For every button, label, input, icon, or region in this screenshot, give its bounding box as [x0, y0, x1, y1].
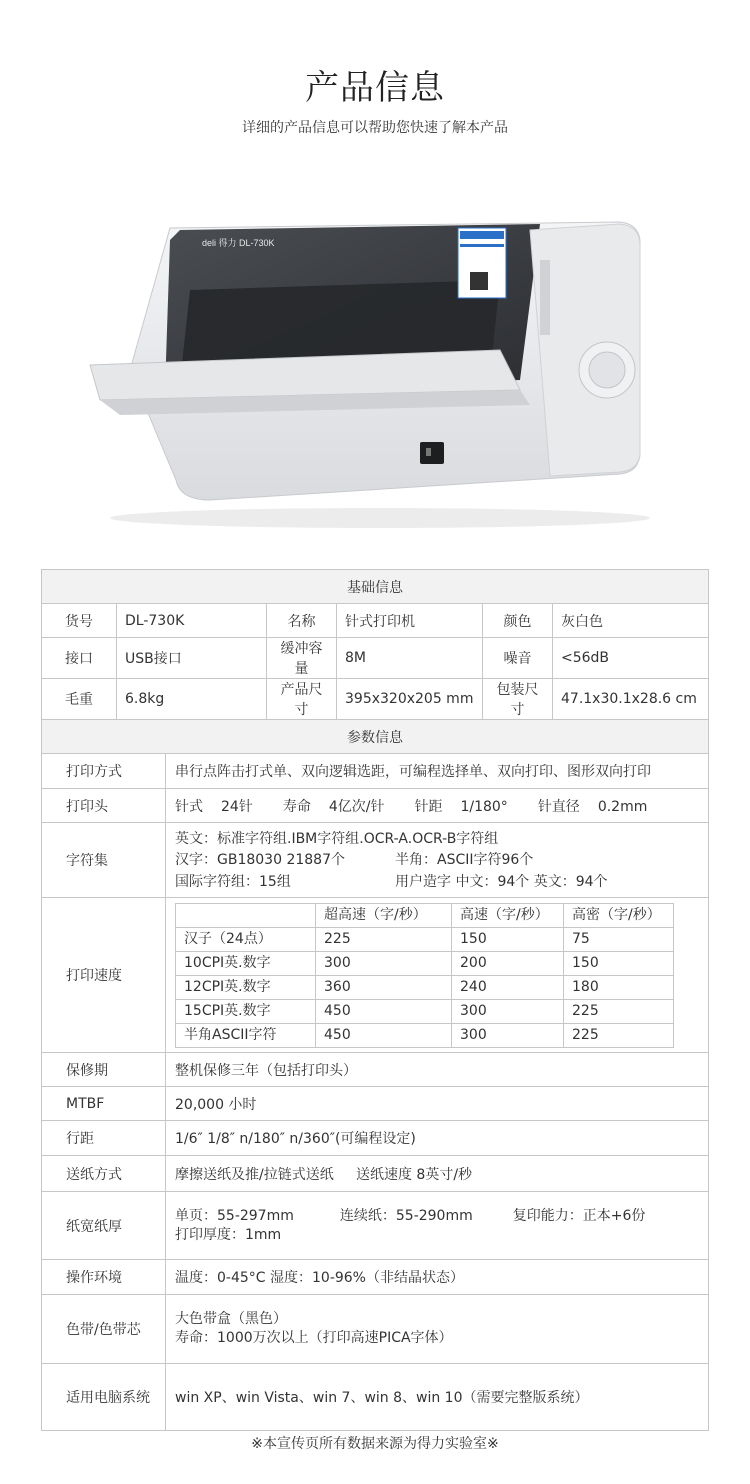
- param-row-warranty: [42, 1053, 709, 1087]
- speed-cell: 240: [452, 975, 564, 999]
- basic-value: USB接口: [117, 638, 267, 679]
- charset-item: 国际字符组：15组: [175, 874, 291, 890]
- param-row-charset: [42, 823, 709, 898]
- basic-value: 47.1x30.1x28.6 cm: [553, 679, 709, 720]
- speed-cell: 300: [452, 1023, 564, 1047]
- basic-info-header: 基础信息: [42, 570, 709, 604]
- print-head-item: 24针: [221, 798, 253, 815]
- param-label: 操作环境: [42, 1260, 166, 1295]
- speed-cell: 450: [316, 999, 452, 1023]
- basic-row: [42, 604, 709, 638]
- param-label: 打印头: [42, 789, 166, 823]
- paper-single: 单页：55-297mm: [175, 1207, 294, 1224]
- speed-header: [176, 903, 316, 927]
- basic-label: 毛重: [42, 679, 117, 720]
- param-label: 送纸方式: [42, 1156, 166, 1192]
- param-label: 色带/色带芯: [42, 1295, 166, 1364]
- basic-value: 395x320x205 mm: [337, 679, 483, 720]
- speed-cell: 汉子（24点）: [176, 927, 316, 951]
- speed-cell: 180: [564, 975, 674, 999]
- basic-label: 名称: [267, 604, 337, 638]
- spec-table: [41, 569, 709, 1431]
- basic-value: <56dB: [553, 638, 709, 679]
- charset-item: 半角：ASCII字符96个: [395, 852, 534, 868]
- param-value: [166, 789, 709, 823]
- speed-row: [176, 927, 674, 951]
- param-value: [166, 823, 709, 898]
- param-value: [166, 1295, 709, 1364]
- print-head-item: 4亿次/针: [328, 798, 385, 815]
- basic-value: 8M: [337, 638, 483, 679]
- basic-value: DL-730K: [117, 604, 267, 638]
- param-label: 纸宽纸厚: [42, 1192, 166, 1260]
- param-value: 摩擦送纸及推/拉链式送纸 送纸速度 8英寸/秒: [166, 1156, 709, 1192]
- paper-copy: 复印能力：正本+6份: [512, 1207, 646, 1224]
- speed-row: [176, 975, 674, 999]
- param-label: MTBF: [42, 1087, 166, 1121]
- param-row-paper-feed: [42, 1156, 709, 1192]
- speed-header: 超高速（字/秒）: [316, 903, 452, 927]
- param-row-print-head: [42, 789, 709, 823]
- param-value: 整机保修三年（包括打印头）: [166, 1053, 709, 1087]
- basic-label: 缓冲容量: [267, 638, 337, 679]
- param-label: 打印方式: [42, 754, 166, 789]
- basic-row: [42, 679, 709, 720]
- speed-cell: 300: [452, 999, 564, 1023]
- print-head-item: 0.2mm: [597, 798, 648, 815]
- param-label: 行距: [42, 1121, 166, 1156]
- param-row-paper-width: [42, 1192, 709, 1260]
- params-info-header: 参数信息: [42, 720, 709, 754]
- charset-line: 英文：标准字符组.IBM字符组.OCR-A.OCR-B字符组: [175, 831, 499, 847]
- param-value: win XP、win Vista、win 7、win 8、win 10（需要完整版系统）: [166, 1364, 709, 1431]
- param-value: [166, 1192, 709, 1260]
- basic-label: 包装尺寸: [483, 679, 553, 720]
- speed-cell: 300: [316, 951, 452, 975]
- param-label: 打印速度: [42, 898, 166, 1053]
- speed-cell: 150: [564, 951, 674, 975]
- speed-cell: 360: [316, 975, 452, 999]
- basic-label: 噪音: [483, 638, 553, 679]
- page-subtitle: 详细的产品信息可以帮助您快速了解本产品: [242, 120, 508, 136]
- basic-label: 产品尺寸: [267, 679, 337, 720]
- ribbon-line: 寿命：1000万次以上（打印高速PICA字体）: [175, 1330, 453, 1346]
- footer-note: ※本宣传页所有数据来源为得力实验室※: [251, 1436, 499, 1452]
- charset-item: 汉字：GB18030 21887个: [175, 852, 345, 868]
- speed-cell: 10CPI英.数字: [176, 951, 316, 975]
- print-head-item: 针距: [414, 798, 443, 815]
- speed-row: [176, 1023, 674, 1047]
- speed-cell: 半角ASCII字符: [176, 1023, 316, 1047]
- print-head-item: 针式: [175, 798, 203, 815]
- speed-cell: 450: [316, 1023, 452, 1047]
- param-value: 温度：0-45°C 湿度：10-96%（非结晶状态）: [166, 1260, 709, 1295]
- param-label: 保修期: [42, 1053, 166, 1087]
- param-value: 20,000 小时: [166, 1087, 709, 1121]
- speed-cell: 225: [564, 1023, 674, 1047]
- param-row-environment: [42, 1260, 709, 1295]
- basic-value: 灰白色: [553, 604, 709, 638]
- param-value: 串行点阵击打式单、双向逻辑选距，可编程选择单、双向打印、图形双向打印: [166, 754, 709, 789]
- speed-row: [176, 999, 674, 1023]
- basic-label: 颜色: [483, 604, 553, 638]
- speed-cell: 200: [452, 951, 564, 975]
- basic-label: 货号: [42, 604, 117, 638]
- print-head-item: 寿命: [282, 798, 311, 815]
- speed-table: [175, 903, 674, 1048]
- speed-cell: 150: [452, 927, 564, 951]
- speed-header-row: [176, 903, 674, 927]
- speed-cell: 15CPI英.数字: [176, 999, 316, 1023]
- paper-continuous: 连续纸：55-290mm: [339, 1207, 473, 1224]
- param-row-line-spacing: [42, 1121, 709, 1156]
- print-head-item: 1/180°: [460, 798, 508, 815]
- paper-thickness: 打印厚度：1mm: [175, 1226, 282, 1243]
- speed-cell: 225: [316, 927, 452, 951]
- basic-row: [42, 638, 709, 679]
- param-row-ribbon: [42, 1295, 709, 1364]
- param-value: [166, 898, 709, 1053]
- basic-value: 针式打印机: [337, 604, 483, 638]
- param-row-os: [42, 1364, 709, 1431]
- speed-cell: 225: [564, 999, 674, 1023]
- param-label: 字符集: [42, 823, 166, 898]
- param-row-print-speed: [42, 898, 709, 1053]
- ribbon-line: 大色带盒（黑色）: [175, 1311, 287, 1327]
- param-row-mtbf: [42, 1087, 709, 1121]
- speed-cell: 75: [564, 927, 674, 951]
- param-row-print-method: [42, 754, 709, 789]
- speed-header: 高密（字/秒）: [564, 903, 674, 927]
- param-label: 适用电脑系统: [42, 1364, 166, 1431]
- basic-label: 接口: [42, 638, 117, 679]
- speed-cell: 12CPI英.数字: [176, 975, 316, 999]
- speed-header: 高速（字/秒）: [452, 903, 564, 927]
- param-value: 1/6″ 1/8″ n/180″ n/360″(可编程设定): [166, 1121, 709, 1156]
- printer-brand-label: deli 得力 DL-730K: [202, 238, 275, 248]
- basic-value: 6.8kg: [117, 679, 267, 720]
- speed-row: [176, 951, 674, 975]
- printer-image: [80, 200, 680, 530]
- page-title: 产品信息: [305, 68, 445, 108]
- charset-item: 用户造字 中文：94个 英文：94个: [395, 874, 608, 890]
- print-head-item: 针直径: [537, 798, 580, 815]
